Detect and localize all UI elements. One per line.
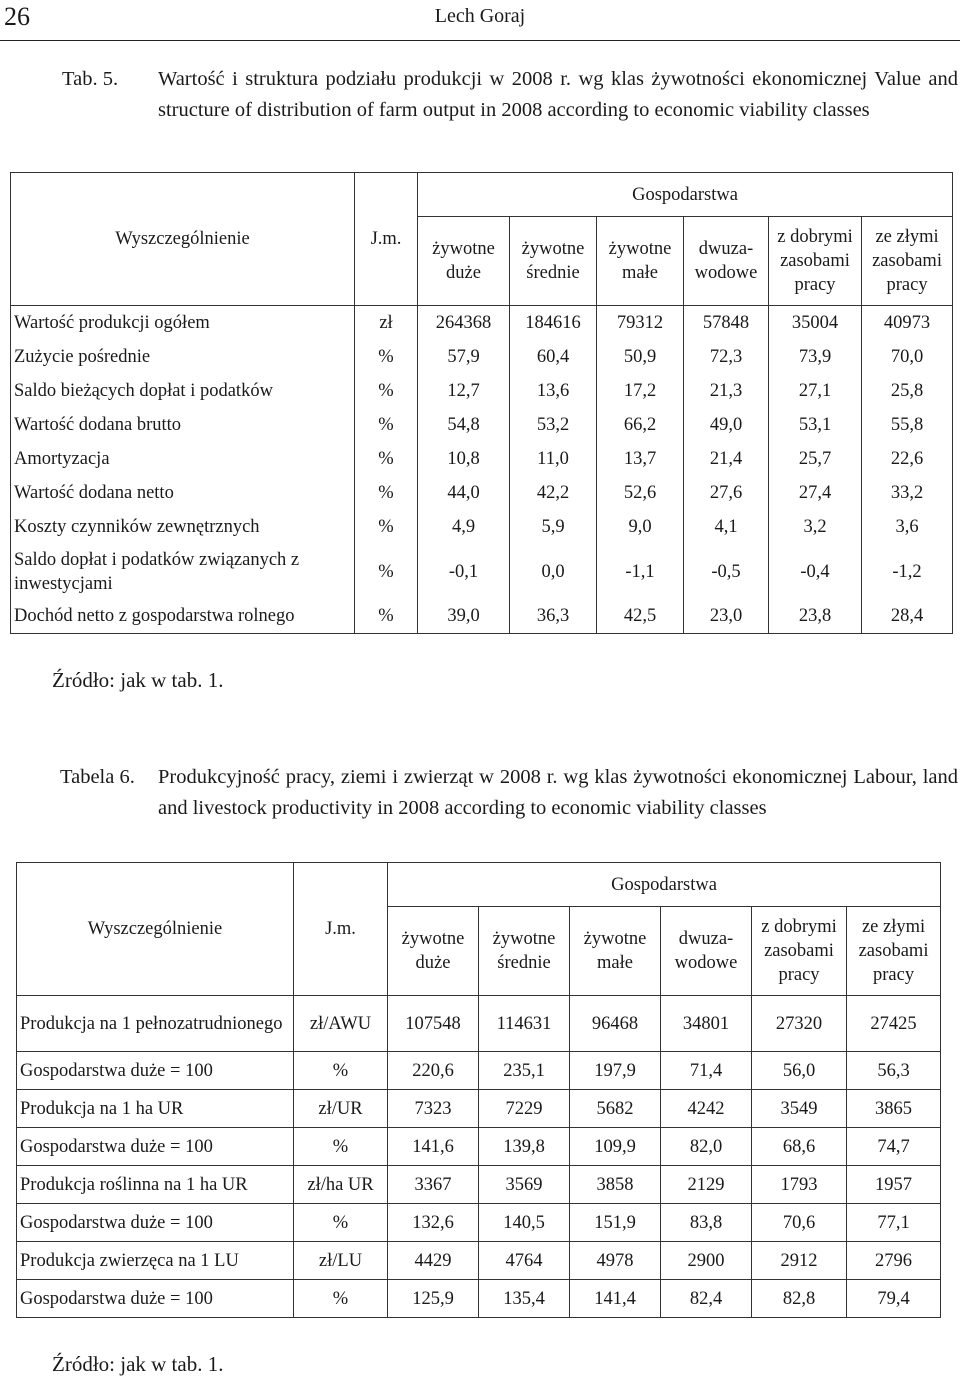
table-cell: 54,8 (418, 408, 510, 442)
page-header (0, 0, 960, 41)
table-cell: 96468 (570, 996, 661, 1052)
table-row (11, 442, 953, 476)
table6-column-header: z dobrymi zasobami pracy (752, 907, 847, 996)
table-cell: 28,4 (862, 600, 953, 634)
table-cell: 82,0 (661, 1128, 752, 1166)
table-cell: 264368 (418, 306, 510, 340)
table-cell: 70,0 (862, 340, 953, 374)
row-unit: zł (355, 306, 418, 340)
table-cell: 34801 (661, 996, 752, 1052)
page-number: 26 (4, 2, 30, 31)
table-cell: 139,8 (479, 1128, 570, 1166)
table-cell: 70,6 (752, 1204, 847, 1242)
row-label: Amortyzacja (11, 442, 355, 476)
table-row (11, 544, 953, 600)
row-label: Dochód netto z gospodarstwa rolnego (11, 600, 355, 634)
table-cell: 4,9 (418, 510, 510, 544)
table-cell: 114631 (479, 996, 570, 1052)
table-row (11, 408, 953, 442)
table5-title: Wartość i struktura podziału produkcji w 2008 r. wg klas żywotności ekonomicznej Value and structure of distribution of farm output in 2008 according to economic viability classes (158, 68, 958, 121)
table6-source: Źródło: jak w tab. 1. (52, 1352, 224, 1376)
row-unit: % (355, 600, 418, 634)
table-cell: 68,6 (752, 1128, 847, 1166)
table-row (17, 1090, 941, 1128)
table-row (11, 600, 953, 634)
table-cell: 184616 (510, 306, 597, 340)
running-head-author: Lech Goraj (434, 5, 526, 27)
table5-source: Źródło: jak w tab. 1. (52, 668, 224, 692)
table-cell: 13,7 (597, 442, 684, 476)
table5-caption (62, 64, 958, 164)
table-row (17, 1052, 941, 1090)
row-label: Saldo dopłat i podatków związanych z inwestycjami (11, 544, 355, 600)
table-cell: 4429 (388, 1242, 479, 1280)
table-cell: 23,8 (769, 600, 862, 634)
table-cell: 60,4 (510, 340, 597, 374)
table-cell: 4764 (479, 1242, 570, 1280)
row-label: Produkcja na 1 ha UR (17, 1090, 294, 1128)
table-cell: 11,0 (510, 442, 597, 476)
table-cell: 2129 (661, 1166, 752, 1204)
table-cell: -0,4 (769, 544, 862, 600)
table-cell: 3,2 (769, 510, 862, 544)
row-label: Saldo bieżących dopłat i podatków (11, 374, 355, 408)
table-cell: 25,8 (862, 374, 953, 408)
row-unit: % (355, 442, 418, 476)
table-cell: 3865 (847, 1090, 941, 1128)
table-cell: 3569 (479, 1166, 570, 1204)
table-cell: 27,4 (769, 476, 862, 510)
table-cell: 151,9 (570, 1204, 661, 1242)
table-cell: 50,9 (597, 340, 684, 374)
table-cell: 56,0 (752, 1052, 847, 1090)
row-unit: % (355, 374, 418, 408)
table-cell: -1,1 (597, 544, 684, 600)
table-cell: 1957 (847, 1166, 941, 1204)
table6-column-header: ze złymi zasobami pracy (847, 907, 941, 996)
row-unit: % (294, 1204, 388, 1242)
table-cell: 40973 (862, 306, 953, 340)
table5 (10, 172, 953, 634)
table6-label: Tabela 6. (60, 766, 135, 788)
table-cell: 49,0 (684, 408, 769, 442)
table-cell: 57848 (684, 306, 769, 340)
row-unit: % (294, 1280, 388, 1318)
table-cell: 3858 (570, 1166, 661, 1204)
table-cell: 141,4 (570, 1280, 661, 1318)
table-cell: 9,0 (597, 510, 684, 544)
table5-column-header: ze złymi zasobami pracy (862, 217, 953, 306)
table5-column-header: żywotne duże (418, 217, 510, 306)
table-row (17, 1242, 941, 1280)
table-cell: 82,4 (661, 1280, 752, 1318)
row-label: Gospodarstwa duże = 100 (17, 1280, 294, 1318)
table-cell: 53,1 (769, 408, 862, 442)
table6-header-unit: J.m. (294, 863, 388, 996)
table-cell: 7323 (388, 1090, 479, 1128)
row-unit: % (355, 408, 418, 442)
table-cell: 73,9 (769, 340, 862, 374)
table5-column-header: żywotne średnie (510, 217, 597, 306)
table-cell: 2912 (752, 1242, 847, 1280)
table-cell: 35004 (769, 306, 862, 340)
table-cell: 7229 (479, 1090, 570, 1128)
row-label: Wartość produkcji ogółem (11, 306, 355, 340)
table-cell: -0,5 (684, 544, 769, 600)
row-label: Gospodarstwa duże = 100 (17, 1128, 294, 1166)
table6-column-header: żywotne średnie (479, 907, 570, 996)
table-row (17, 1280, 941, 1318)
table-cell: -0,1 (418, 544, 510, 600)
table-cell: 5,9 (510, 510, 597, 544)
table-cell: 36,3 (510, 600, 597, 634)
table-cell: 4,1 (684, 510, 769, 544)
table5-label: Tab. 5. (62, 68, 119, 90)
table-cell: 66,2 (597, 408, 684, 442)
table-cell: 72,3 (684, 340, 769, 374)
row-unit: % (355, 476, 418, 510)
table6 (16, 862, 941, 1318)
table-cell: 82,8 (752, 1280, 847, 1318)
table-cell: 4242 (661, 1090, 752, 1128)
table-cell: 27425 (847, 996, 941, 1052)
table-cell: 140,5 (479, 1204, 570, 1242)
table-row (11, 306, 953, 340)
table5-column-header: dwuza-wodowe (684, 217, 769, 306)
table-cell: 135,4 (479, 1280, 570, 1318)
table5-header-group: Gospodarstwa (418, 173, 953, 217)
table5-header-unit: J.m. (355, 173, 418, 306)
row-unit: zł/LU (294, 1242, 388, 1280)
table-cell: 17,2 (597, 374, 684, 408)
table-cell: 107548 (388, 996, 479, 1052)
table-cell: 4978 (570, 1242, 661, 1280)
table-cell: 33,2 (862, 476, 953, 510)
table-cell: 3549 (752, 1090, 847, 1128)
table5-header-item: Wyszczególnienie (11, 173, 355, 306)
table-row (11, 374, 953, 408)
table6-header-item: Wyszczególnienie (17, 863, 294, 996)
row-label: Wartość dodana brutto (11, 408, 355, 442)
row-unit: zł/ha UR (294, 1166, 388, 1204)
table-cell: 42,2 (510, 476, 597, 510)
table-cell: 39,0 (418, 600, 510, 634)
table-cell: 21,3 (684, 374, 769, 408)
table-cell: 27320 (752, 996, 847, 1052)
row-unit: zł/UR (294, 1090, 388, 1128)
table-cell: 1793 (752, 1166, 847, 1204)
table-row (17, 1128, 941, 1166)
table-cell: 0,0 (510, 544, 597, 600)
table6-column-header: żywotne małe (570, 907, 661, 996)
table-cell: 132,6 (388, 1204, 479, 1242)
table-cell: 55,8 (862, 408, 953, 442)
table-row (11, 476, 953, 510)
table-cell: 27,6 (684, 476, 769, 510)
table-cell: 56,3 (847, 1052, 941, 1090)
table-cell: -1,2 (862, 544, 953, 600)
table6-column-header: dwuza-wodowe (661, 907, 752, 996)
table-row (17, 1204, 941, 1242)
table-cell: 42,5 (597, 600, 684, 634)
row-unit: % (294, 1128, 388, 1166)
table-cell: 220,6 (388, 1052, 479, 1090)
table-cell: 44,0 (418, 476, 510, 510)
table-cell: 3,6 (862, 510, 953, 544)
row-label: Produkcja zwierzęca na 1 LU (17, 1242, 294, 1280)
row-unit: zł/AWU (294, 996, 388, 1052)
table-cell: 22,6 (862, 442, 953, 476)
row-unit: % (355, 510, 418, 544)
table5-column-header: z dobrymi zasobami pracy (769, 217, 862, 306)
table-cell: 109,9 (570, 1128, 661, 1166)
table-cell: 57,9 (418, 340, 510, 374)
table-cell: 3367 (388, 1166, 479, 1204)
table-cell: 13,6 (510, 374, 597, 408)
table-cell: 83,8 (661, 1204, 752, 1242)
table-cell: 12,7 (418, 374, 510, 408)
table-row (17, 1166, 941, 1204)
table-cell: 2900 (661, 1242, 752, 1280)
table5-column-header: żywotne małe (597, 217, 684, 306)
table-cell: 27,1 (769, 374, 862, 408)
row-label: Gospodarstwa duże = 100 (17, 1204, 294, 1242)
table6-title: Produkcyjność pracy, ziemi i zwierząt w 2008 r. wg klas żywotności ekonomicznej Labour, land and livestock productivity in 2008 according to economic viability classes (158, 766, 958, 819)
table-cell: 53,2 (510, 408, 597, 442)
row-label: Wartość dodana netto (11, 476, 355, 510)
row-unit: % (355, 340, 418, 374)
table-cell: 197,9 (570, 1052, 661, 1090)
row-label: Zużycie pośrednie (11, 340, 355, 374)
table-cell: 141,6 (388, 1128, 479, 1166)
table-row (11, 510, 953, 544)
table6-caption (60, 762, 958, 862)
row-label: Produkcja na 1 pełnozatrudnionego (17, 996, 294, 1052)
row-label: Produkcja roślinna na 1 ha UR (17, 1166, 294, 1204)
table-cell: 79,4 (847, 1280, 941, 1318)
table6-header-group: Gospodarstwa (388, 863, 941, 907)
table-row (11, 340, 953, 374)
table-cell: 2796 (847, 1242, 941, 1280)
table-cell: 74,7 (847, 1128, 941, 1166)
row-label: Gospodarstwa duże = 100 (17, 1052, 294, 1090)
table-cell: 77,1 (847, 1204, 941, 1242)
table-cell: 10,8 (418, 442, 510, 476)
table-cell: 21,4 (684, 442, 769, 476)
table-cell: 5682 (570, 1090, 661, 1128)
table-row (17, 996, 941, 1052)
table-cell: 71,4 (661, 1052, 752, 1090)
table-cell: 23,0 (684, 600, 769, 634)
table-cell: 79312 (597, 306, 684, 340)
table6-column-header: żywotne duże (388, 907, 479, 996)
row-label: Koszty czynników zewnętrznych (11, 510, 355, 544)
table-cell: 235,1 (479, 1052, 570, 1090)
table-cell: 125,9 (388, 1280, 479, 1318)
row-unit: % (294, 1052, 388, 1090)
table-cell: 52,6 (597, 476, 684, 510)
row-unit: % (355, 544, 418, 600)
table-cell: 25,7 (769, 442, 862, 476)
